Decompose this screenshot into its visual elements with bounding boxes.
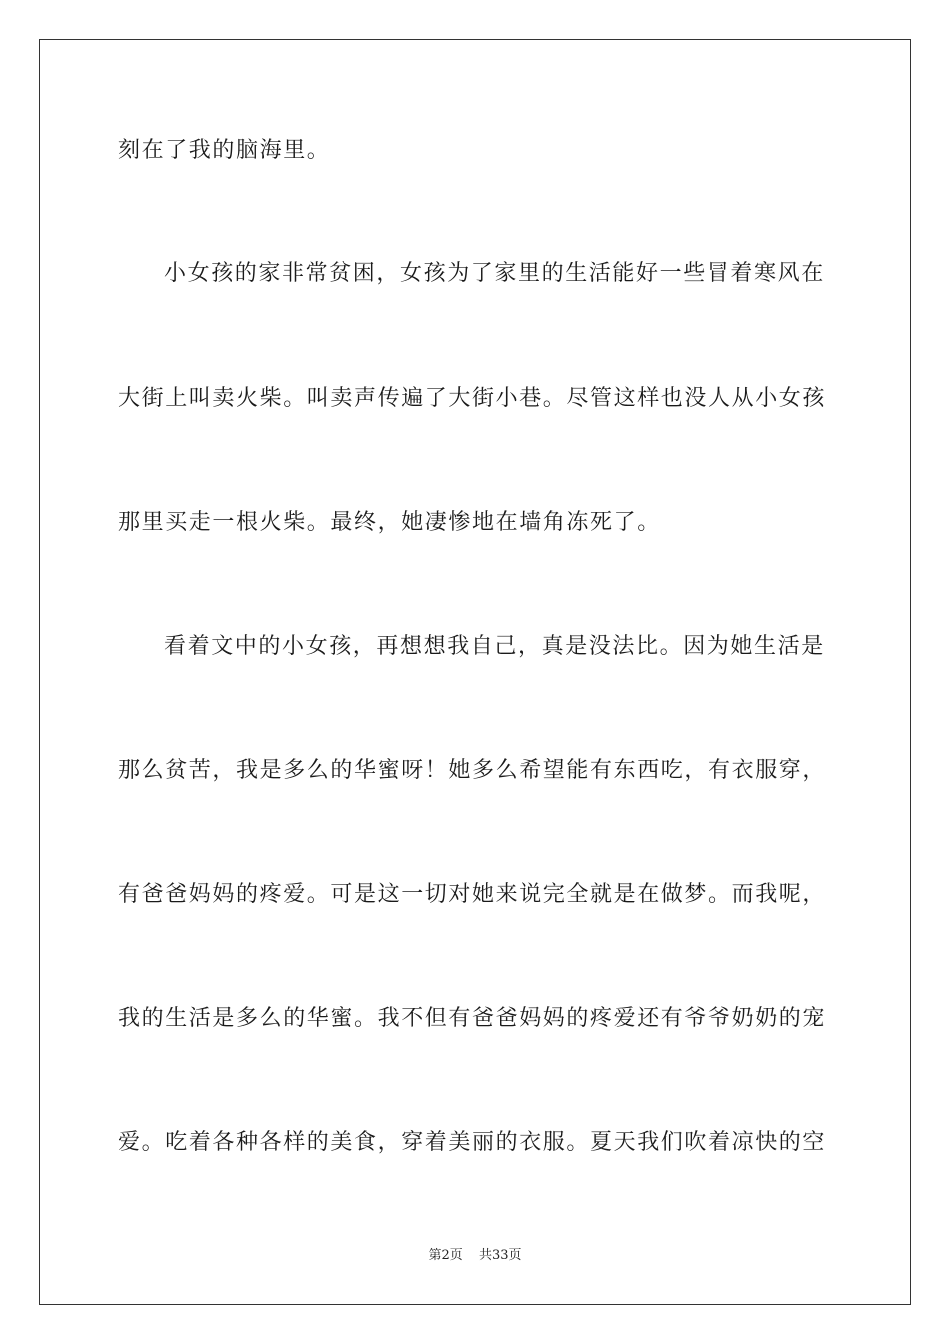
text-line: 有爸爸妈妈的疼爱。可是这一切对她来说完全就是在做梦。而我呢， bbox=[118, 882, 827, 907]
text-line: 看着文中的小女孩，再想想我自己，真是没法比。因为她生活是 bbox=[164, 634, 825, 659]
text-line: 那么贫苦，我是多么的华蜜呀！她多么希望能有东西吃，有衣服穿， bbox=[118, 758, 827, 783]
text-line: 小女孩的家非常贫困，女孩为了家里的生活能好一些冒着寒风在 bbox=[164, 261, 825, 286]
text-line: 那里买走一根火柴。最终，她凄惨地在墙角冻死了。 bbox=[118, 510, 661, 535]
text-line: 大街上叫卖火柴。叫卖声传遍了大街小巷。尽管这样也没人从小女孩 bbox=[118, 386, 827, 411]
page-number: 第2页 bbox=[428, 1248, 463, 1263]
text-line: 爱。吃着各种各样的美食，穿着美丽的衣服。夏天我们吹着凉快的空 bbox=[118, 1130, 827, 1155]
text-line: 刻在了我的脑海里。 bbox=[118, 138, 331, 163]
text-line: 我的生活是多么的华蜜。我不但有爸爸妈妈的疼爱还有爷爷奶奶的宠 bbox=[118, 1006, 827, 1031]
page-footer bbox=[0, 1247, 950, 1265]
total-pages: 共33页 bbox=[478, 1248, 522, 1263]
page-border bbox=[39, 39, 911, 1305]
